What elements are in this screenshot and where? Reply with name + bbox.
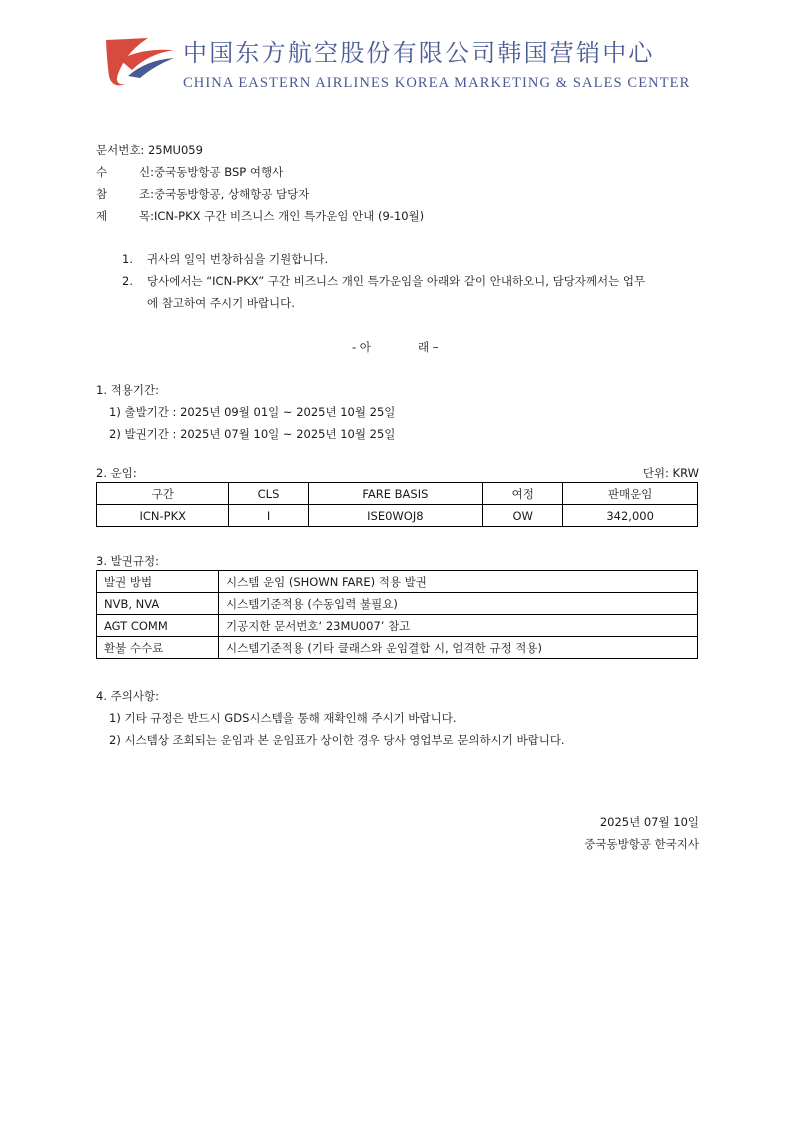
table-row [97, 615, 698, 637]
issue-date: 2025년 07월 10일 [599, 815, 699, 829]
recipient-label: 수 신: [96, 165, 154, 179]
rule-value: 시스템기준적용 (기타 클래스와 운임결합 시, 엄격한 규정 적용) [219, 637, 698, 659]
company-name-chinese: 中国东方航空股份有限公司韩国营销中心 [183, 39, 655, 67]
table-cell: I [229, 505, 308, 527]
intro-item-text: 귀사의 일익 번창하심을 기원합니다. [147, 252, 329, 266]
rule-key: AGT COMM [97, 615, 219, 637]
intro-item-text: 당사에서는 “ICN-PKX” 구간 비즈니스 개인 특가운임을 아래와 같이 안내하오니, 담당자께서는 업무 [147, 274, 646, 288]
rule-key: 발권 방법 [97, 571, 219, 593]
column-header: FARE BASIS [308, 483, 483, 505]
china-eastern-logo [104, 34, 176, 88]
rule-value: 시스템 운임 (SHOWN FARE) 적용 발권 [219, 571, 698, 593]
table-cell: 342,000 [563, 505, 698, 527]
intro-item-number: 2. [122, 274, 133, 288]
doc-number-label: 문서번호: [96, 143, 148, 157]
rule-key: 환불 수수료 [97, 637, 219, 659]
rules-table [96, 570, 698, 659]
table-cell: OW [483, 505, 563, 527]
note-line: 1) 기타 규정은 반드시 GDS시스템을 통해 재확인해 주시기 바랍니다. [109, 711, 457, 725]
table-cell: ICN-PKX [97, 505, 229, 527]
doc-number-value: 25MU059 [147, 143, 203, 157]
rule-key: NVB, NVA [97, 593, 219, 615]
column-header: 구간 [97, 483, 229, 505]
notes-heading: 4. 주의사항: [96, 689, 159, 703]
fares-heading: 2. 운임: [96, 466, 137, 480]
company-name-english: CHINA EASTERN AIRLINES KOREA MARKETING & SALES CENTER [183, 75, 691, 91]
divider-left: - 아 [352, 340, 371, 354]
column-header: 판매운임 [563, 483, 698, 505]
doc-number [96, 143, 203, 157]
intro-item-number: 1. [122, 252, 133, 266]
period-heading: 1. 적용기간: [96, 383, 159, 397]
subject-label: 제 목: [96, 209, 154, 223]
period-line: 1) 출발기간 : 2025년 09월 01일 ~ 2025년 10월 25일 [109, 405, 396, 419]
rule-value: 시스템기준적용 (수동입력 불필요) [219, 593, 698, 615]
period-line: 2) 발권기간 : 2025년 07월 10일 ~ 2025년 10월 25일 [109, 427, 396, 441]
fare-unit: 단위: KRW [642, 466, 699, 480]
recipient-value: 중국동방항공 BSP 여행사 [154, 165, 284, 179]
issuer-name: 중국동방항공 한국지사 [584, 837, 699, 851]
table-row [97, 505, 698, 527]
divider-right: 래 – [418, 340, 439, 354]
fare-table [96, 482, 698, 527]
intro-item-text-continued: 에 참고하여 주시기 바랍니다. [147, 296, 295, 310]
table-header-row [97, 483, 698, 505]
cc-value: 중국동방항공, 상해항공 담당자 [154, 187, 310, 201]
column-header: CLS [229, 483, 308, 505]
table-row [97, 637, 698, 659]
rules-heading: 3. 발권규정: [96, 554, 159, 568]
note-line: 2) 시스템상 조회되는 운임과 본 운임표가 상이한 경우 당사 영업부로 문의하시기 바랍니다. [109, 733, 565, 747]
cc-label: 참 조: [96, 187, 154, 201]
subject-value: ICN-PKX 구간 비즈니스 개인 특가운임 안내 (9-10월) [154, 209, 425, 223]
table-row [97, 571, 698, 593]
rule-value: 기공지한 문서번호‘ 23MU007’ 참고 [219, 615, 698, 637]
column-header: 여정 [483, 483, 563, 505]
table-cell: ISE0WOJ8 [308, 505, 483, 527]
table-row [97, 593, 698, 615]
